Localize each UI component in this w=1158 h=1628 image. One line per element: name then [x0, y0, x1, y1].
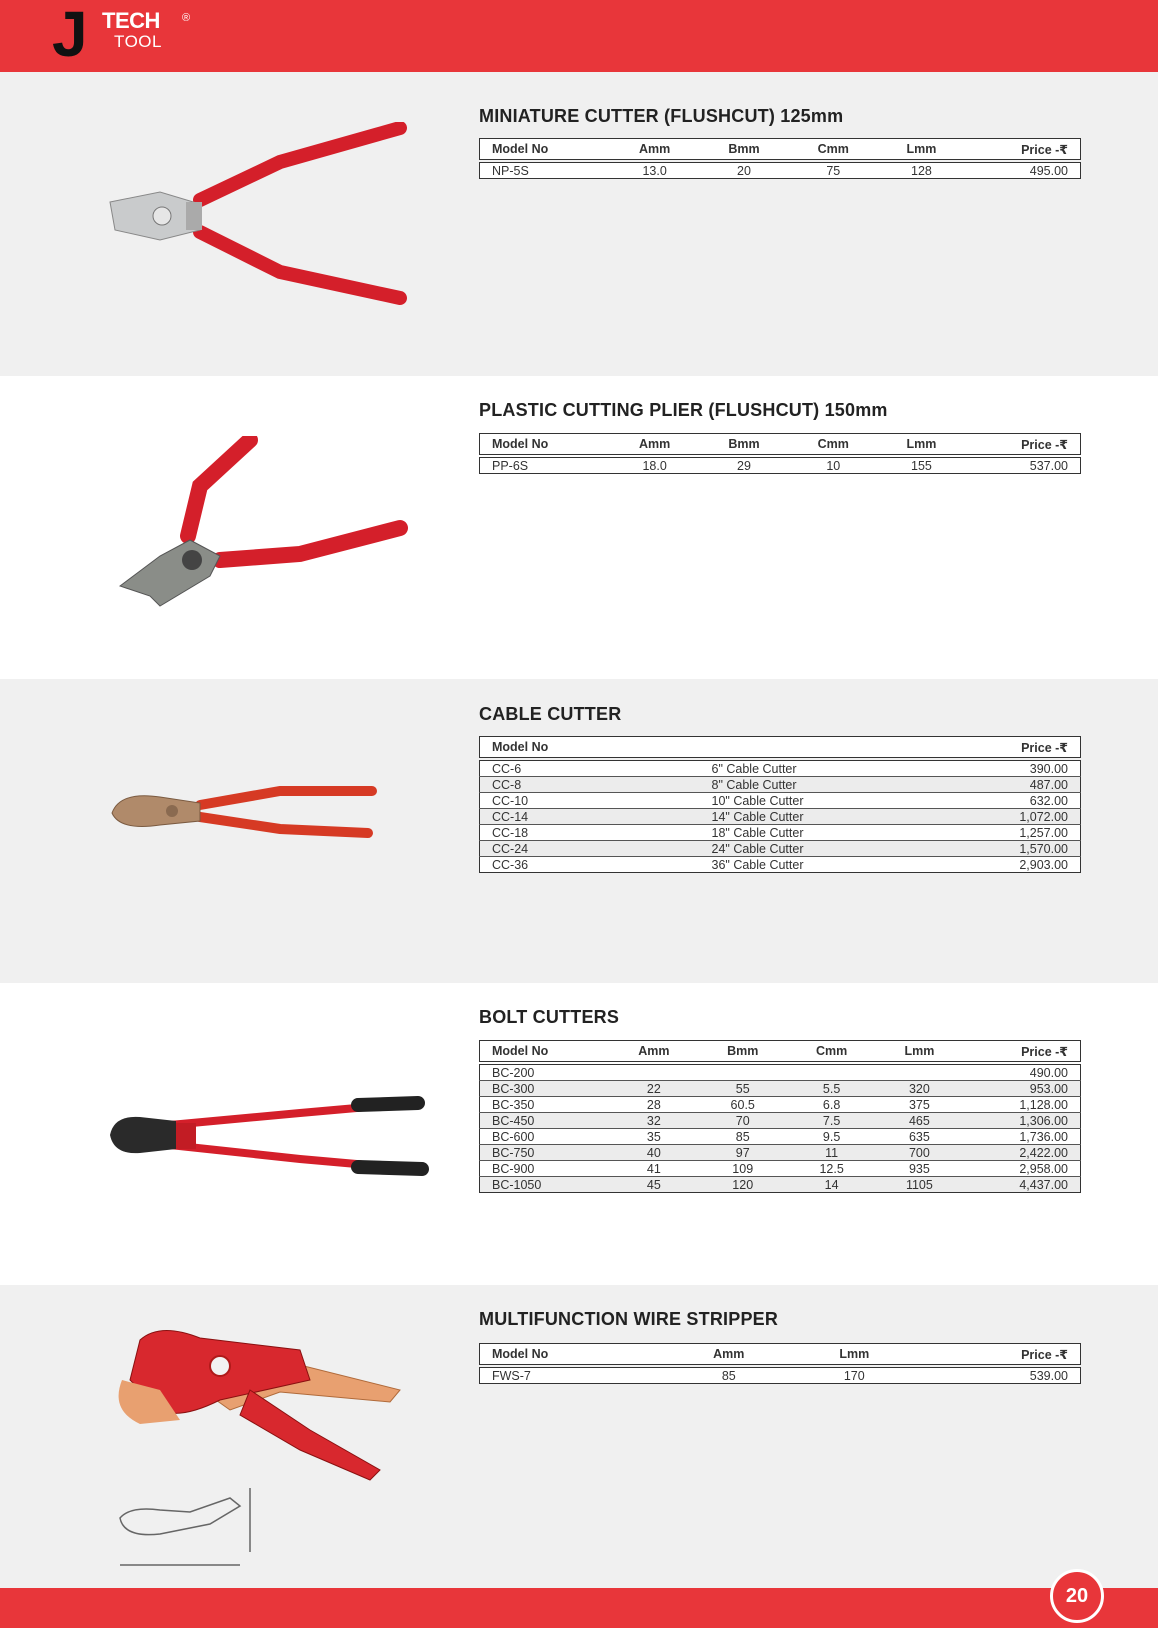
cell-b: 85	[698, 1129, 787, 1145]
header-price: Price -₹	[916, 1344, 1080, 1365]
table-row	[480, 761, 1081, 777]
cell-a: 45	[609, 1177, 698, 1193]
cell-price: 487.00	[933, 777, 1080, 793]
cell-c: 6.8	[787, 1097, 876, 1113]
cell-description: 6" Cable Cutter	[700, 761, 934, 777]
cell-price: 490.00	[963, 1065, 1081, 1081]
spec-table-miniature-cutter	[479, 138, 1081, 179]
product-title: BOLT CUTTERS	[479, 1007, 620, 1027]
header-l: Lmm	[876, 1041, 963, 1062]
header-b: Bmm	[699, 139, 788, 160]
cell-description: 24" Cable Cutter	[700, 841, 934, 857]
table-row	[480, 1368, 1081, 1384]
cell-a: 85	[665, 1368, 792, 1384]
header-price: Price -₹	[965, 139, 1081, 160]
cell-c: 75	[789, 163, 878, 179]
cell-b	[698, 1065, 787, 1081]
header-a: Amm	[610, 139, 699, 160]
cell-c	[787, 1065, 876, 1081]
page-number-badge: 20	[1050, 1569, 1104, 1623]
cell-a: 18.0	[610, 458, 699, 474]
cell-a: 28	[609, 1097, 698, 1113]
cell-model: FWS-7	[480, 1368, 666, 1384]
cell-model: BC-600	[480, 1129, 610, 1145]
cell-b: 97	[698, 1145, 787, 1161]
header-price: Price -₹	[963, 1041, 1081, 1062]
logo-text-tech: TECH	[102, 8, 160, 33]
cell-price: 953.00	[963, 1081, 1081, 1097]
table-row	[480, 1113, 1081, 1129]
cell-c: 5.5	[787, 1081, 876, 1097]
cell-l: 320	[876, 1081, 963, 1097]
product-section-miniature-cutter	[0, 72, 1158, 376]
table-row	[480, 777, 1081, 793]
logo-text-tool: TOOL	[114, 32, 162, 51]
cell-model: BC-200	[480, 1065, 610, 1081]
cell-model: BC-750	[480, 1145, 610, 1161]
header-b: Bmm	[698, 1041, 787, 1062]
cell-price: 2,422.00	[963, 1145, 1081, 1161]
cell-price: 1,736.00	[963, 1129, 1081, 1145]
header-c: Cmm	[787, 1041, 876, 1062]
cell-c: 11	[787, 1145, 876, 1161]
spec-table-wire-stripper	[479, 1343, 1081, 1384]
cell-price: 4,437.00	[963, 1177, 1081, 1193]
table-row	[480, 458, 1081, 474]
logo-registered-mark: ®	[182, 12, 191, 24]
table-header-row	[480, 139, 1081, 160]
table-header-row	[480, 1041, 1081, 1062]
header-l: Lmm	[878, 139, 965, 160]
cell-b: 60.5	[698, 1097, 787, 1113]
cell-a: 32	[609, 1113, 698, 1129]
footer-bar	[0, 1588, 1158, 1628]
cell-c: 14	[787, 1177, 876, 1193]
table-row	[480, 1097, 1081, 1113]
cell-model: CC-8	[480, 777, 700, 793]
header-model-no: Model No	[480, 737, 934, 758]
cell-l: 155	[878, 458, 965, 474]
table-header-row	[480, 737, 1081, 758]
cell-l: 935	[876, 1161, 963, 1177]
table-row	[480, 1161, 1081, 1177]
product-title: MINIATURE CUTTER (FLUSHCUT) 125mm	[479, 106, 844, 126]
product-title: CABLE CUTTER	[479, 704, 622, 724]
cell-model: CC-6	[480, 761, 700, 777]
table-row	[480, 163, 1081, 179]
cell-a: 35	[609, 1129, 698, 1145]
cell-a: 41	[609, 1161, 698, 1177]
cell-l: 128	[878, 163, 965, 179]
cell-model: CC-10	[480, 793, 700, 809]
cell-price: 1,257.00	[933, 825, 1080, 841]
header-price: Price -₹	[965, 434, 1081, 455]
table-row	[480, 1177, 1081, 1193]
header-a: Amm	[610, 434, 699, 455]
table-header-row	[480, 1344, 1081, 1365]
cell-c: 9.5	[787, 1129, 876, 1145]
product-section-wire-stripper	[0, 1285, 1158, 1588]
cell-description: 14" Cable Cutter	[700, 809, 934, 825]
cell-b: 120	[698, 1177, 787, 1193]
cell-l: 465	[876, 1113, 963, 1129]
cell-model: CC-24	[480, 841, 700, 857]
cell-price: 2,903.00	[933, 857, 1080, 873]
cell-price: 2,958.00	[963, 1161, 1081, 1177]
cell-l: 700	[876, 1145, 963, 1161]
product-section-plastic-cutting-plier	[0, 376, 1158, 679]
cell-price: 495.00	[965, 163, 1081, 179]
cell-price: 390.00	[933, 761, 1080, 777]
header-c: Cmm	[789, 139, 878, 160]
header-c: Cmm	[789, 434, 878, 455]
cell-model: CC-18	[480, 825, 700, 841]
table-row	[480, 825, 1081, 841]
table-row	[480, 1145, 1081, 1161]
cell-price: 632.00	[933, 793, 1080, 809]
table-row	[480, 841, 1081, 857]
header-bar	[0, 0, 1158, 72]
product-title: PLASTIC CUTTING PLIER (FLUSHCUT) 150mm	[479, 400, 888, 420]
cell-a: 22	[609, 1081, 698, 1097]
cell-model: PP-6S	[480, 458, 611, 474]
plastic-cutting-plier-image	[100, 436, 440, 626]
cell-a: 13.0	[610, 163, 699, 179]
jetech-logo	[52, 0, 202, 70]
logo-letter-j: J	[52, 0, 88, 70]
cell-model: NP-5S	[480, 163, 611, 179]
cell-model: BC-300	[480, 1081, 610, 1097]
spec-table-plastic-cutting-plier	[479, 433, 1081, 474]
cell-a: 40	[609, 1145, 698, 1161]
header-b: Bmm	[699, 434, 788, 455]
header-model-no: Model No	[480, 1041, 610, 1062]
cell-b: 55	[698, 1081, 787, 1097]
header-model-no: Model No	[480, 1344, 666, 1365]
table-row	[480, 1081, 1081, 1097]
cell-price: 1,306.00	[963, 1113, 1081, 1129]
cell-price: 1,570.00	[933, 841, 1080, 857]
cell-model: BC-350	[480, 1097, 610, 1113]
header-l: Lmm	[878, 434, 965, 455]
cell-price: 1,072.00	[933, 809, 1080, 825]
header-a: Amm	[665, 1344, 792, 1365]
cell-l: 170	[792, 1368, 916, 1384]
product-title: MULTIFUNCTION WIRE STRIPPER	[479, 1309, 779, 1329]
cell-description: 8" Cable Cutter	[700, 777, 934, 793]
cell-model: CC-14	[480, 809, 700, 825]
cell-l: 375	[876, 1097, 963, 1113]
miniature-cutter-image	[100, 122, 440, 322]
spec-table-cable-cutter	[479, 736, 1081, 873]
header-price: Price -₹	[933, 737, 1080, 758]
table-row	[480, 1129, 1081, 1145]
cell-price: 1,128.00	[963, 1097, 1081, 1113]
header-model-no: Model No	[480, 139, 611, 160]
cell-b: 29	[699, 458, 788, 474]
cell-b: 70	[698, 1113, 787, 1129]
cell-l	[876, 1065, 963, 1081]
cell-price: 537.00	[965, 458, 1081, 474]
cell-c: 10	[789, 458, 878, 474]
wire-stripper-image	[100, 1320, 440, 1575]
cell-a	[609, 1065, 698, 1081]
cell-c: 12.5	[787, 1161, 876, 1177]
table-row	[480, 1065, 1081, 1081]
product-section-cable-cutter	[0, 679, 1158, 983]
product-section-bolt-cutters	[0, 983, 1158, 1285]
cell-model: BC-1050	[480, 1177, 610, 1193]
cell-model: BC-900	[480, 1161, 610, 1177]
cell-l: 635	[876, 1129, 963, 1145]
table-row	[480, 793, 1081, 809]
cell-model: BC-450	[480, 1113, 610, 1129]
header-l: Lmm	[792, 1344, 916, 1365]
table-row	[480, 809, 1081, 825]
table-header-row	[480, 434, 1081, 455]
cell-b: 20	[699, 163, 788, 179]
header-model-no: Model No	[480, 434, 611, 455]
cell-c: 7.5	[787, 1113, 876, 1129]
table-row	[480, 857, 1081, 873]
header-a: Amm	[609, 1041, 698, 1062]
cell-description: 10" Cable Cutter	[700, 793, 934, 809]
cell-l: 1105	[876, 1177, 963, 1193]
spec-table-bolt-cutters	[479, 1040, 1081, 1193]
bolt-cutters-image	[100, 1089, 440, 1185]
cell-b: 109	[698, 1161, 787, 1177]
cell-description: 36" Cable Cutter	[700, 857, 934, 873]
cable-cutter-image	[100, 769, 440, 849]
cell-model: CC-36	[480, 857, 700, 873]
cell-price: 539.00	[916, 1368, 1080, 1384]
cell-description: 18" Cable Cutter	[700, 825, 934, 841]
